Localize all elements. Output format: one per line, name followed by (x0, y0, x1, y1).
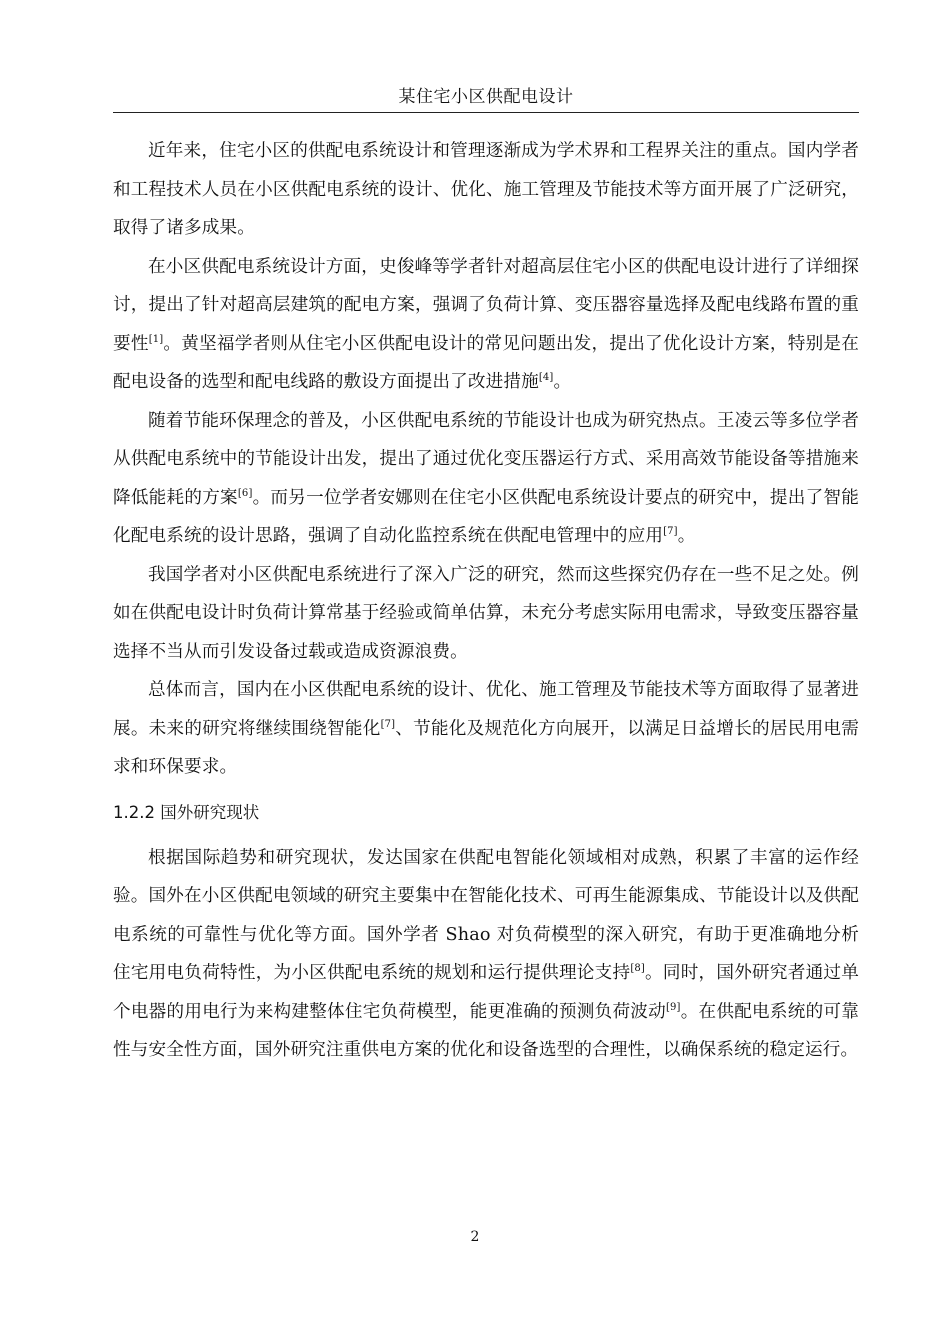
paragraph-text: 总体而言，国内在小区供配电系统的设计、优化、施工管理及节能技术等方面取得了显著进展。未来的研究将继续围绕智能化 (113, 680, 859, 739)
section-heading: 1.2.2 国外研究现状 (113, 802, 260, 822)
paragraph-text: 随着节能环保理念的普及，小区供配电系统的节能设计也成为研究热点。王凌云等多位学者从供配电系统中的节能设计出发，提出了通过优化变压器运行方式、采用高效节能设备等措施来降低能耗的方案 (113, 410, 859, 508)
paragraph-text: 。 (553, 372, 572, 392)
paragraph-text: 。黄坚福学者则从住宅小区供配电设计的常见问题出发，提出了优化设计方案，特别是在配电设备的选型和配电线路的敷设方面提出了改进措施 (113, 333, 859, 392)
paragraph-text: 。 (677, 526, 696, 546)
citation-marker: [1] (148, 333, 164, 345)
paragraph-domestic-summary (113, 671, 859, 787)
paragraph-text: 。而另一位学者安娜则在住宅小区供配电系统设计要点的研究中，提出了智能化配电系统的设计思路，强调了自动化监控系统在供配电管理中的应用 (113, 487, 859, 546)
paragraph-text: 根据国际趋势和研究现状，发达国家在供配电智能化领域相对成熟，积累了丰富的运作经验。国外在小区供配电领域的研究主要集中在智能化技术、可再生能源集成、节能设计以及供配电系统的可靠性与优化等方面。国外学者 Shao 对负荷模型的深入研究，有助于更准确地分析住宅用电负荷特性，为小区供配电系统的规划和运行提供理论支持 (113, 847, 859, 983)
body-text (113, 132, 859, 1070)
citation-marker: [9] (665, 1001, 681, 1013)
citation-marker: [4] (538, 372, 554, 383)
citation-marker: [8] (630, 963, 645, 974)
paragraph-domestic-design (113, 248, 859, 402)
paragraph-foreign-research (113, 839, 859, 1070)
paragraph-text: 。同时，国外研究者通过单个电器的用电行为来构建整体住宅负荷模型，能更准确的预测负荷波动 (113, 963, 859, 1022)
paragraph-text: 。在供配电系统的可靠性与安全性方面，国外研究注重供电方案的优化和设备选型的合理性，以确保系统的稳定运行。 (113, 1001, 859, 1060)
page-number: 2 (470, 1229, 480, 1245)
page-header-title: 某住宅小区供配电设计 (398, 87, 574, 107)
header-divider (113, 112, 859, 113)
paragraph-domestic-energy (113, 402, 859, 556)
citation-marker: [7] (380, 718, 396, 730)
paragraph-text: 我国学者对小区供配电系统进行了深入广泛的研究，然而这些探究仍存在一些不足之处。例如在供配电设计时负荷计算常基于经验或简单估算，未充分考虑实际用电需求，导致变压器容量选择不当从而引发设备过载或造成资源浪费。 (113, 564, 859, 662)
paragraph-text: 在小区供配电系统设计方面，史俊峰等学者针对超高层住宅小区的供配电设计进行了详细探讨，提出了针对超高层建筑的配电方案，强调了负荷计算、变压器容量选择及配电线路布置的重要性 (113, 256, 859, 354)
citation-marker: [7] (663, 526, 678, 537)
paragraph-text: 、节能化及规范化方向展开，以满足日益增长的居民用电需求和环保要求。 (113, 718, 859, 777)
paragraph-domestic-shortcomings (113, 556, 859, 672)
citation-marker: [6] (237, 487, 253, 499)
paragraph-text: 近年来，住宅小区的供配电系统设计和管理逐渐成为学术界和工程界关注的重点。国内学者和工程技术人员在小区供配电系统的设计、优化、施工管理及节能技术等方面开展了广泛研究，取得了诸多成果。 (113, 141, 859, 238)
paragraph-domestic-intro (113, 132, 859, 248)
